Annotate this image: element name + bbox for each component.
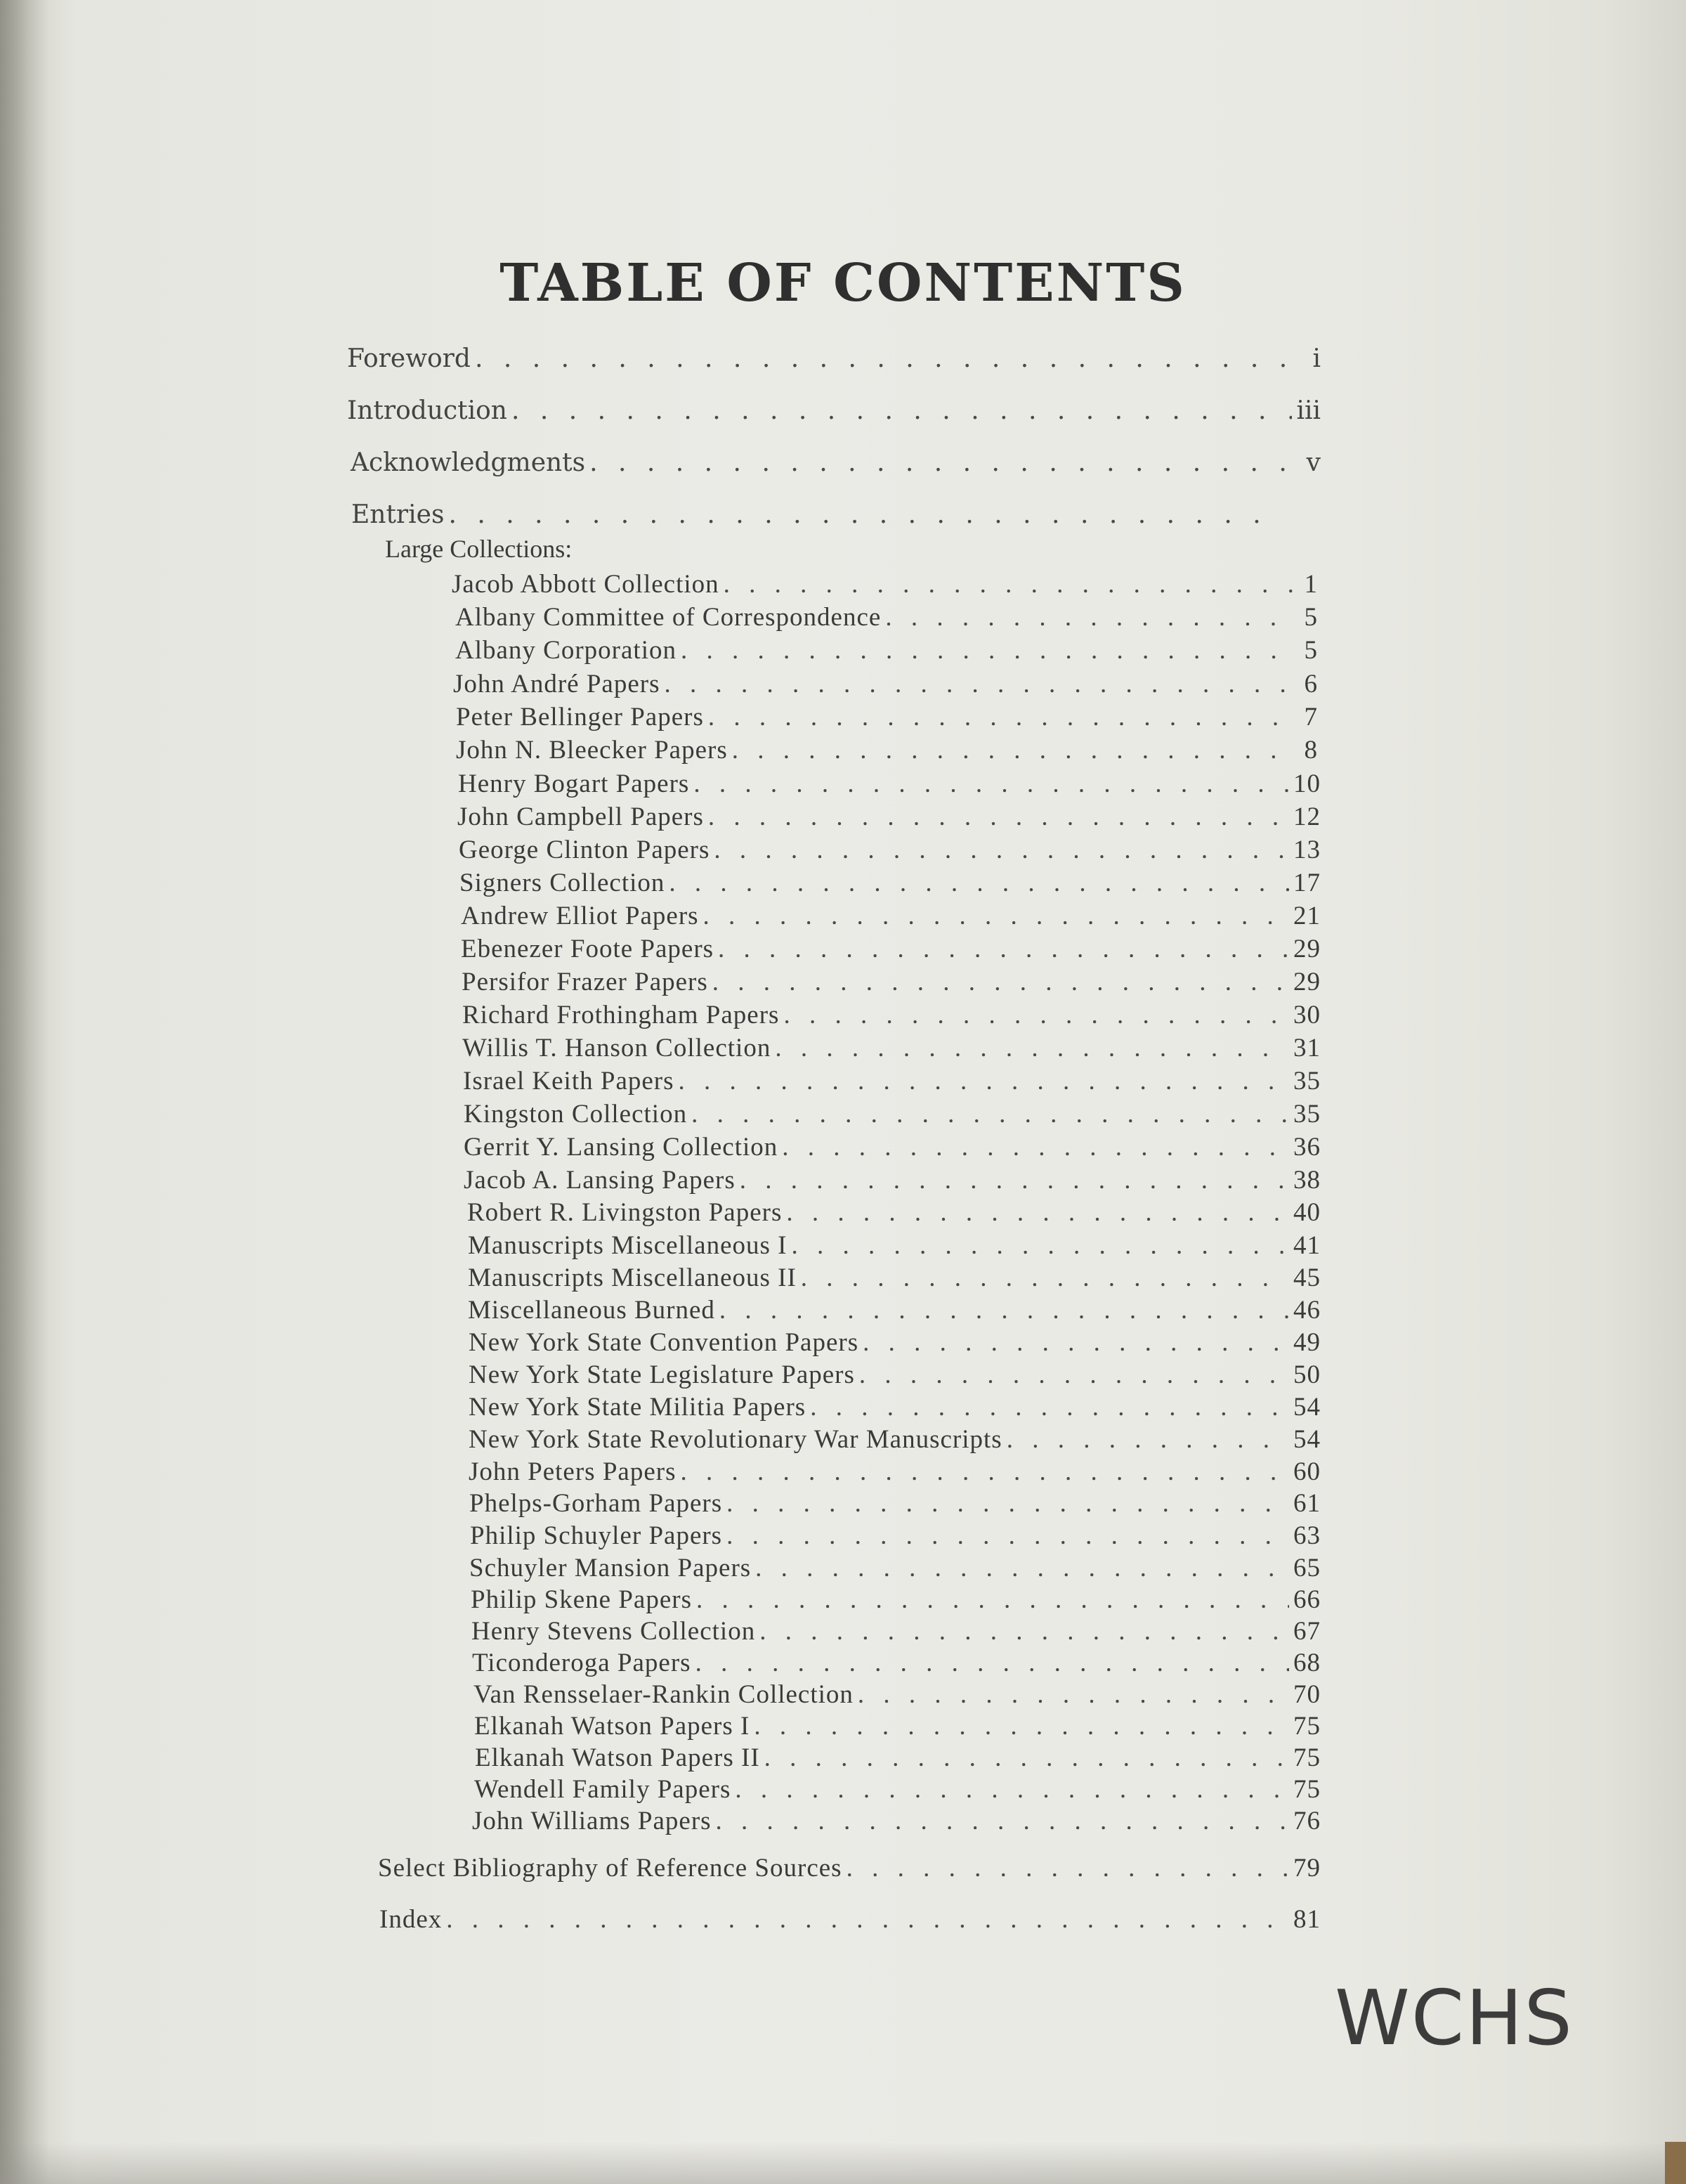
entry-page: 75: [1293, 1775, 1321, 1804]
toc-entry[interactable]: [472, 1648, 1321, 1678]
entry-label: George Clinton Papers: [459, 836, 710, 864]
dot-leader: [847, 1853, 1289, 1883]
entry-label: Henry Stevens Collection: [471, 1617, 756, 1646]
toc-entry[interactable]: [472, 1806, 1321, 1836]
dot-leader: [695, 1648, 1289, 1678]
entry-label: John André Papers: [453, 670, 660, 698]
entry-label: Introduction: [347, 396, 507, 425]
entry-label: Albany Committee of Correspondence: [455, 603, 882, 632]
toc-entry[interactable]: [462, 1033, 1321, 1063]
entry-page: 21: [1293, 902, 1321, 930]
toc-entry[interactable]: [469, 1392, 1321, 1422]
entry-label: New York State Revolutionary War Manuscripts: [469, 1425, 1002, 1454]
entry-label: Albany Corporation: [455, 636, 677, 665]
dot-leader: [775, 1033, 1289, 1063]
dot-leader: [669, 868, 1289, 898]
dot-leader: [863, 1327, 1289, 1358]
entry-label: Wendell Family Papers: [474, 1775, 731, 1804]
entry-label: Andrew Elliot Papers: [461, 902, 699, 930]
entry-label: Van Rensselaer-Rankin Collection: [473, 1680, 854, 1709]
entry-label: Israel Keith Papers: [463, 1067, 674, 1096]
entry-page: 49: [1293, 1328, 1321, 1357]
entry-page: 8: [1304, 736, 1318, 765]
dot-leader: [755, 1553, 1289, 1583]
dot-leader: [791, 1230, 1289, 1261]
entry-label: Entries: [351, 500, 445, 529]
entry-page: 76: [1293, 1807, 1321, 1835]
entry-page: 35: [1293, 1100, 1321, 1129]
dot-leader: [680, 1457, 1289, 1487]
dot-leader: [703, 901, 1289, 931]
dot-leader: [735, 1774, 1289, 1805]
toc-entry-acknowledgments[interactable]: [351, 448, 1321, 477]
entry-label: Manuscripts Miscellaneous I: [468, 1231, 788, 1260]
toc-entry[interactable]: [453, 669, 1318, 699]
entry-label: Jacob Abbott Collection: [452, 570, 719, 599]
entry-label: Peter Bellinger Papers: [456, 703, 704, 732]
large-collections-heading: Large Collections:: [385, 535, 573, 563]
toc-entry[interactable]: [458, 769, 1321, 799]
toc-entry-index[interactable]: [379, 1904, 1321, 1935]
entry-page: 61: [1293, 1489, 1321, 1518]
entry-page: 17: [1293, 869, 1321, 897]
entry-label: Philip Schuyler Papers: [470, 1521, 723, 1550]
toc-entry[interactable]: [469, 1360, 1321, 1390]
toc-entry[interactable]: [471, 1616, 1321, 1646]
entry-page: 1: [1304, 570, 1318, 599]
entry-page: 75: [1293, 1712, 1321, 1741]
toc-entry-entries[interactable]: [351, 500, 1286, 529]
entry-page: 81: [1293, 1905, 1321, 1934]
dot-leader: [664, 669, 1293, 699]
entry-page: 38: [1293, 1166, 1321, 1195]
toc-entry[interactable]: [468, 1295, 1321, 1325]
entry-page: 67: [1293, 1617, 1321, 1646]
dot-leader: [858, 1679, 1289, 1710]
dot-leader: [754, 1711, 1289, 1741]
entry-label: John Peters Papers: [469, 1457, 677, 1486]
toc-entry[interactable]: [467, 1197, 1321, 1228]
wchs-watermark: WCHS: [1335, 1975, 1574, 2062]
toc-entry[interactable]: [464, 1165, 1321, 1195]
dot-leader: [740, 1165, 1289, 1195]
entry-label: Index: [379, 1905, 443, 1934]
entry-label: Manuscripts Miscellaneous II: [468, 1263, 797, 1292]
dot-leader: [714, 835, 1289, 865]
entry-page: 54: [1293, 1393, 1321, 1422]
dot-leader: [718, 934, 1289, 964]
entry-page: 5: [1304, 603, 1318, 632]
entry-label: Richard Frothingham Papers: [462, 1001, 780, 1029]
entry-page: 29: [1293, 968, 1321, 996]
toc-entry[interactable]: [464, 1099, 1321, 1129]
toc-entry[interactable]: [470, 1521, 1321, 1551]
toc-entry-foreword[interactable]: [347, 344, 1321, 373]
dot-leader: [764, 1743, 1289, 1773]
dot-leader: [719, 1295, 1289, 1325]
toc-entry[interactable]: [473, 1679, 1321, 1710]
dot-leader: [859, 1360, 1289, 1390]
toc-entry[interactable]: [452, 569, 1318, 599]
dot-leader: [446, 1904, 1289, 1935]
entry-page: iii: [1296, 396, 1321, 425]
toc-entry[interactable]: [461, 901, 1321, 931]
entry-label: Ticonderoga Papers: [472, 1649, 691, 1677]
entry-page: 60: [1293, 1457, 1321, 1486]
entry-page: 10: [1293, 769, 1321, 798]
toc-entry[interactable]: [457, 802, 1321, 832]
dot-leader: [716, 1806, 1289, 1836]
entry-page: 35: [1293, 1067, 1321, 1096]
dot-leader: [1007, 1424, 1289, 1455]
dot-leader: [679, 1066, 1289, 1096]
entry-label: Willis T. Hanson Collection: [462, 1034, 771, 1062]
dot-leader: [726, 1521, 1289, 1551]
dot-leader: [724, 569, 1293, 599]
page-title: TABLE OF CONTENTS: [499, 253, 1187, 313]
entry-page: 36: [1293, 1133, 1321, 1162]
entry-label: Ebenezer Foote Papers: [461, 935, 714, 963]
entry-page: 6: [1304, 670, 1318, 698]
dot-leader: [681, 635, 1293, 665]
entry-page: 75: [1293, 1743, 1321, 1772]
entry-page: 13: [1293, 836, 1321, 864]
entry-page: i: [1312, 344, 1321, 373]
toc-entry[interactable]: [468, 1263, 1321, 1293]
toc-entry[interactable]: [468, 1230, 1321, 1261]
entry-label: Select Bibliography of Reference Sources: [378, 1854, 842, 1883]
entry-label: John Williams Papers: [472, 1807, 712, 1835]
dot-leader: [801, 1263, 1289, 1293]
entry-page: 5: [1304, 636, 1318, 665]
entry-page: 68: [1293, 1649, 1321, 1677]
dot-leader: [475, 344, 1295, 373]
toc-entry[interactable]: [455, 635, 1318, 665]
dot-leader: [589, 448, 1295, 477]
entry-page: 41: [1293, 1231, 1321, 1260]
entry-label: Kingston Collection: [464, 1100, 688, 1129]
entry-label: Elkanah Watson Papers II: [475, 1743, 760, 1772]
entry-label: Miscellaneous Burned: [468, 1296, 715, 1325]
toc-entry[interactable]: [469, 1327, 1321, 1358]
toc-entry[interactable]: [471, 1585, 1321, 1615]
entry-page: 63: [1293, 1521, 1321, 1550]
entry-page: 70: [1293, 1680, 1321, 1709]
toc-entry[interactable]: [455, 602, 1318, 632]
toc-entry[interactable]: [461, 934, 1321, 964]
dot-leader: [693, 769, 1289, 799]
toc-entry-bibliography[interactable]: [378, 1853, 1321, 1883]
entry-page: 45: [1293, 1263, 1321, 1292]
dot-leader: [782, 1132, 1289, 1162]
entry-label: John Campbell Papers: [457, 802, 704, 831]
entry-label: Gerrit Y. Lansing Collection: [464, 1133, 778, 1162]
toc-entry[interactable]: [459, 868, 1321, 898]
entry-page: 79: [1293, 1854, 1321, 1883]
toc-entry[interactable]: [463, 1066, 1321, 1096]
dot-leader: [726, 1488, 1289, 1519]
toc-entry[interactable]: [469, 1424, 1321, 1455]
entry-label: New York State Militia Papers: [469, 1393, 806, 1422]
toc-entry[interactable]: [456, 702, 1318, 732]
entry-label: Acknowledgments: [351, 448, 586, 477]
toc-entry[interactable]: [469, 1488, 1321, 1519]
dot-leader: [708, 802, 1289, 832]
entry-label: New York State Convention Papers: [469, 1328, 859, 1357]
dot-leader: [712, 967, 1289, 997]
toc-entry[interactable]: [462, 1000, 1321, 1030]
entry-page: v: [1306, 448, 1321, 477]
entry-page: 7: [1304, 703, 1318, 732]
entry-page: 50: [1293, 1360, 1321, 1389]
entry-label: Robert R. Livingston Papers: [467, 1198, 783, 1227]
entry-label: New York State Legislature Papers: [469, 1360, 855, 1389]
entry-label: John N. Bleecker Papers: [456, 736, 728, 765]
toc-entry[interactable]: [469, 1553, 1321, 1583]
entry-label: Henry Bogart Papers: [458, 769, 690, 798]
toc-entry[interactable]: [474, 1774, 1321, 1805]
dot-leader: [783, 1000, 1289, 1030]
toc-entry[interactable]: [475, 1743, 1321, 1773]
dot-leader: [448, 500, 1260, 529]
entry-page: 29: [1293, 935, 1321, 963]
toc-entry[interactable]: [469, 1457, 1321, 1487]
dot-leader: [708, 702, 1293, 732]
entry-page: 54: [1293, 1425, 1321, 1454]
dot-leader: [885, 602, 1293, 632]
entry-page: 66: [1293, 1585, 1321, 1614]
entry-page: 46: [1293, 1296, 1321, 1325]
entry-label: Elkanah Watson Papers I: [474, 1712, 750, 1741]
toc-entry[interactable]: [464, 1132, 1321, 1162]
entry-page: 30: [1293, 1001, 1321, 1029]
toc-entry[interactable]: [474, 1711, 1321, 1741]
entry-label: Jacob A. Lansing Papers: [464, 1166, 736, 1195]
entry-page: 40: [1293, 1198, 1321, 1227]
dot-leader: [696, 1585, 1289, 1615]
dot-leader: [810, 1392, 1289, 1422]
entry-label: Phelps-Gorham Papers: [469, 1489, 723, 1518]
entry-page: 65: [1293, 1554, 1321, 1582]
dot-leader: [732, 735, 1293, 765]
dot-leader: [691, 1099, 1289, 1129]
toc-entry[interactable]: [456, 735, 1318, 765]
dot-leader: [511, 396, 1292, 425]
entry-page: 31: [1293, 1034, 1321, 1062]
toc-entry[interactable]: [462, 967, 1321, 997]
toc-entry-introduction[interactable]: [347, 396, 1321, 425]
dot-leader: [759, 1616, 1289, 1646]
entry-label: Foreword: [347, 344, 471, 373]
entry-label: Persifor Frazer Papers: [462, 968, 708, 996]
entry-label: Philip Skene Papers: [471, 1585, 692, 1614]
entry-label: Schuyler Mansion Papers: [469, 1554, 752, 1582]
entry-page: 12: [1293, 802, 1321, 831]
entry-label: Signers Collection: [459, 869, 665, 897]
toc-entry[interactable]: [459, 835, 1321, 865]
dot-leader: [786, 1197, 1289, 1228]
